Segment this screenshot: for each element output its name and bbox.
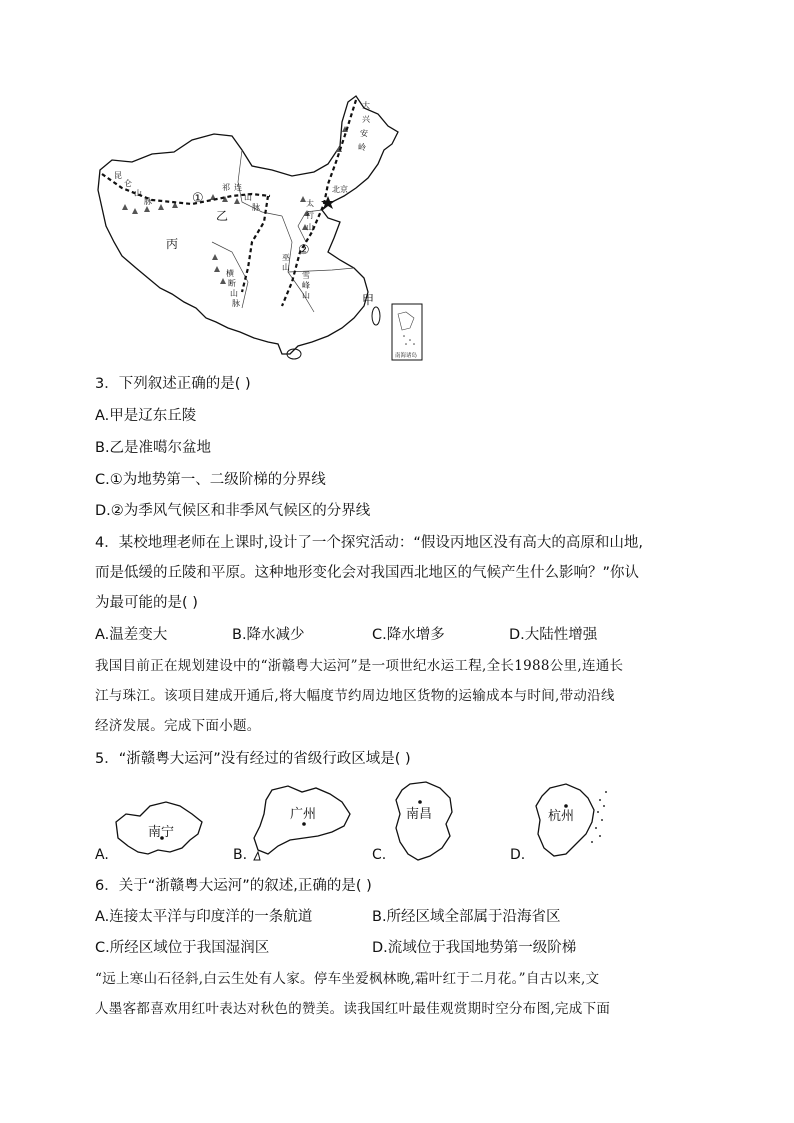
q4-option-a: A.温差变大 (95, 627, 168, 643)
label-xuefeng-2: 峰 (302, 281, 310, 290)
q5-option-a-letter: A. (95, 847, 109, 863)
label-beijing: 北京 (332, 185, 348, 194)
label-taihang-1: 太 (306, 199, 314, 208)
label-wushan-1: 巫 (282, 253, 290, 262)
city-hangzhou: 杭州 (548, 809, 575, 824)
label-taihang-3: 山 (306, 223, 314, 232)
q5-option-b-map (244, 780, 356, 862)
label-wushan-2: 山 (282, 263, 290, 272)
passage2-line2: 人墨客都喜欢用红叶表达对秋色的赞美。读我国红叶最佳观赏期时空分布图,完成下面 (95, 1001, 611, 1017)
label-qilian-2: 连 (234, 183, 242, 192)
china-map-svg (92, 92, 425, 364)
label-taihang-2: 行 (306, 211, 314, 220)
mountain-symbols (122, 126, 348, 284)
label-xuefeng-3: 山 (302, 291, 310, 300)
china-terrain-map (92, 92, 425, 364)
q3-option-d: D.②为季风气候区和非季风气候区的分界线 (95, 503, 371, 519)
label-bing: 丙 (166, 237, 179, 251)
passage1-line1: 我国目前正在规划建设中的“浙赣粤大运河”是一项世纪水运工程,全长1988公里,连通长 (95, 658, 624, 674)
label-circle2: ② (298, 243, 310, 258)
label-dxal-2: 兴 (362, 115, 370, 124)
label-qilian-1: 祁 (222, 183, 230, 192)
q3-option-b: B.乙是准噶尔盆地 (95, 440, 212, 456)
passage2-line1: “远上寒山石径斜,白云生处有人家。停车坐爱枫林晚,霜叶红于二月花。”自古以来,文 (95, 971, 600, 987)
q3-stem: 3．下列叙述正确的是( ) (95, 376, 251, 392)
q4-option-b: B.降水减少 (232, 627, 305, 643)
label-dxal-3: 安 (360, 129, 368, 138)
label-xuefeng-1: 雪 (302, 271, 310, 280)
q4-stem-line1: 4．某校地理老师在上课时,设计了一个探究活动：“假设丙地区没有高大的高原和山地, (95, 535, 643, 551)
label-dxal-1: 大 (362, 101, 370, 110)
q6-stem: 6．关于“浙赣粤大运河”的叙述,正确的是( ) (95, 878, 372, 894)
label-kunlun-3: 山 (134, 189, 142, 198)
city-nanchang: 南昌 (406, 807, 433, 822)
label-qilian-3: 山 (244, 193, 252, 202)
label-kunlun-4: 脉 (144, 197, 152, 206)
label-qilian-4: 脉 (252, 203, 260, 212)
q5-stem: 5．“浙赣粤大运河”没有经过的省级行政区域是( ) (95, 751, 411, 767)
china-outline (98, 96, 398, 354)
label-hengduan-1: 横 (226, 269, 234, 278)
q4-stem-line2: 而是低缓的丘陵和平原。这种地形变化会对我国西北地区的气候产生什么影响？”你认 (95, 565, 640, 581)
q5-option-c-letter: C. (372, 847, 387, 863)
q4-option-d: D.大陆性增强 (509, 627, 598, 643)
label-jia: 甲 (362, 293, 375, 307)
city-nanning: 南宁 (148, 825, 175, 840)
label-hengduan-2: 断 (228, 279, 236, 288)
q4-stem-line3: 为最可能的是( ) (95, 595, 198, 611)
label-hengduan-4: 脉 (232, 299, 240, 308)
passage1-line2: 江与珠江。该项目建成开通后,将大幅度节约周边地区货物的运输成本与时间,带动沿线 (95, 688, 615, 704)
label-hengduan-3: 山 (230, 289, 238, 298)
q5-option-a-map (110, 792, 210, 862)
label-kunlun-2: 仑 (124, 179, 132, 188)
q6-option-d: D.流域位于我国地势第一级阶梯 (372, 940, 577, 956)
q5-option-c-map (388, 778, 458, 864)
label-yi: 乙 (216, 209, 229, 223)
q5-option-d-letter: D. (510, 847, 526, 863)
label-kunlun-1: 昆 (114, 171, 122, 180)
q4-option-c: C.降水增多 (372, 627, 445, 643)
q5-option-d-map (530, 778, 614, 864)
passage1-line3: 经济发展。完成下面小题。 (95, 718, 261, 734)
q3-option-c: C.①为地势第一、二级阶梯的分界线 (95, 472, 326, 488)
label-dxal-4: 岭 (358, 143, 366, 152)
q6-option-a: A.连接太平洋与印度洋的一条航道 (95, 909, 313, 925)
label-circle1: ① (192, 191, 204, 206)
inset-label: 南海诸岛 (395, 353, 418, 359)
q3-option-a: A.甲是辽东丘陵 (95, 408, 197, 424)
city-guangzhou: 广州 (290, 807, 317, 822)
q5-option-b-letter: B. (233, 847, 248, 863)
q6-option-c: C.所经区域位于我国湿润区 (95, 940, 270, 956)
q6-option-b: B.所经区域全部属于沿海省区 (372, 909, 561, 925)
taiwan-shape (372, 307, 380, 325)
